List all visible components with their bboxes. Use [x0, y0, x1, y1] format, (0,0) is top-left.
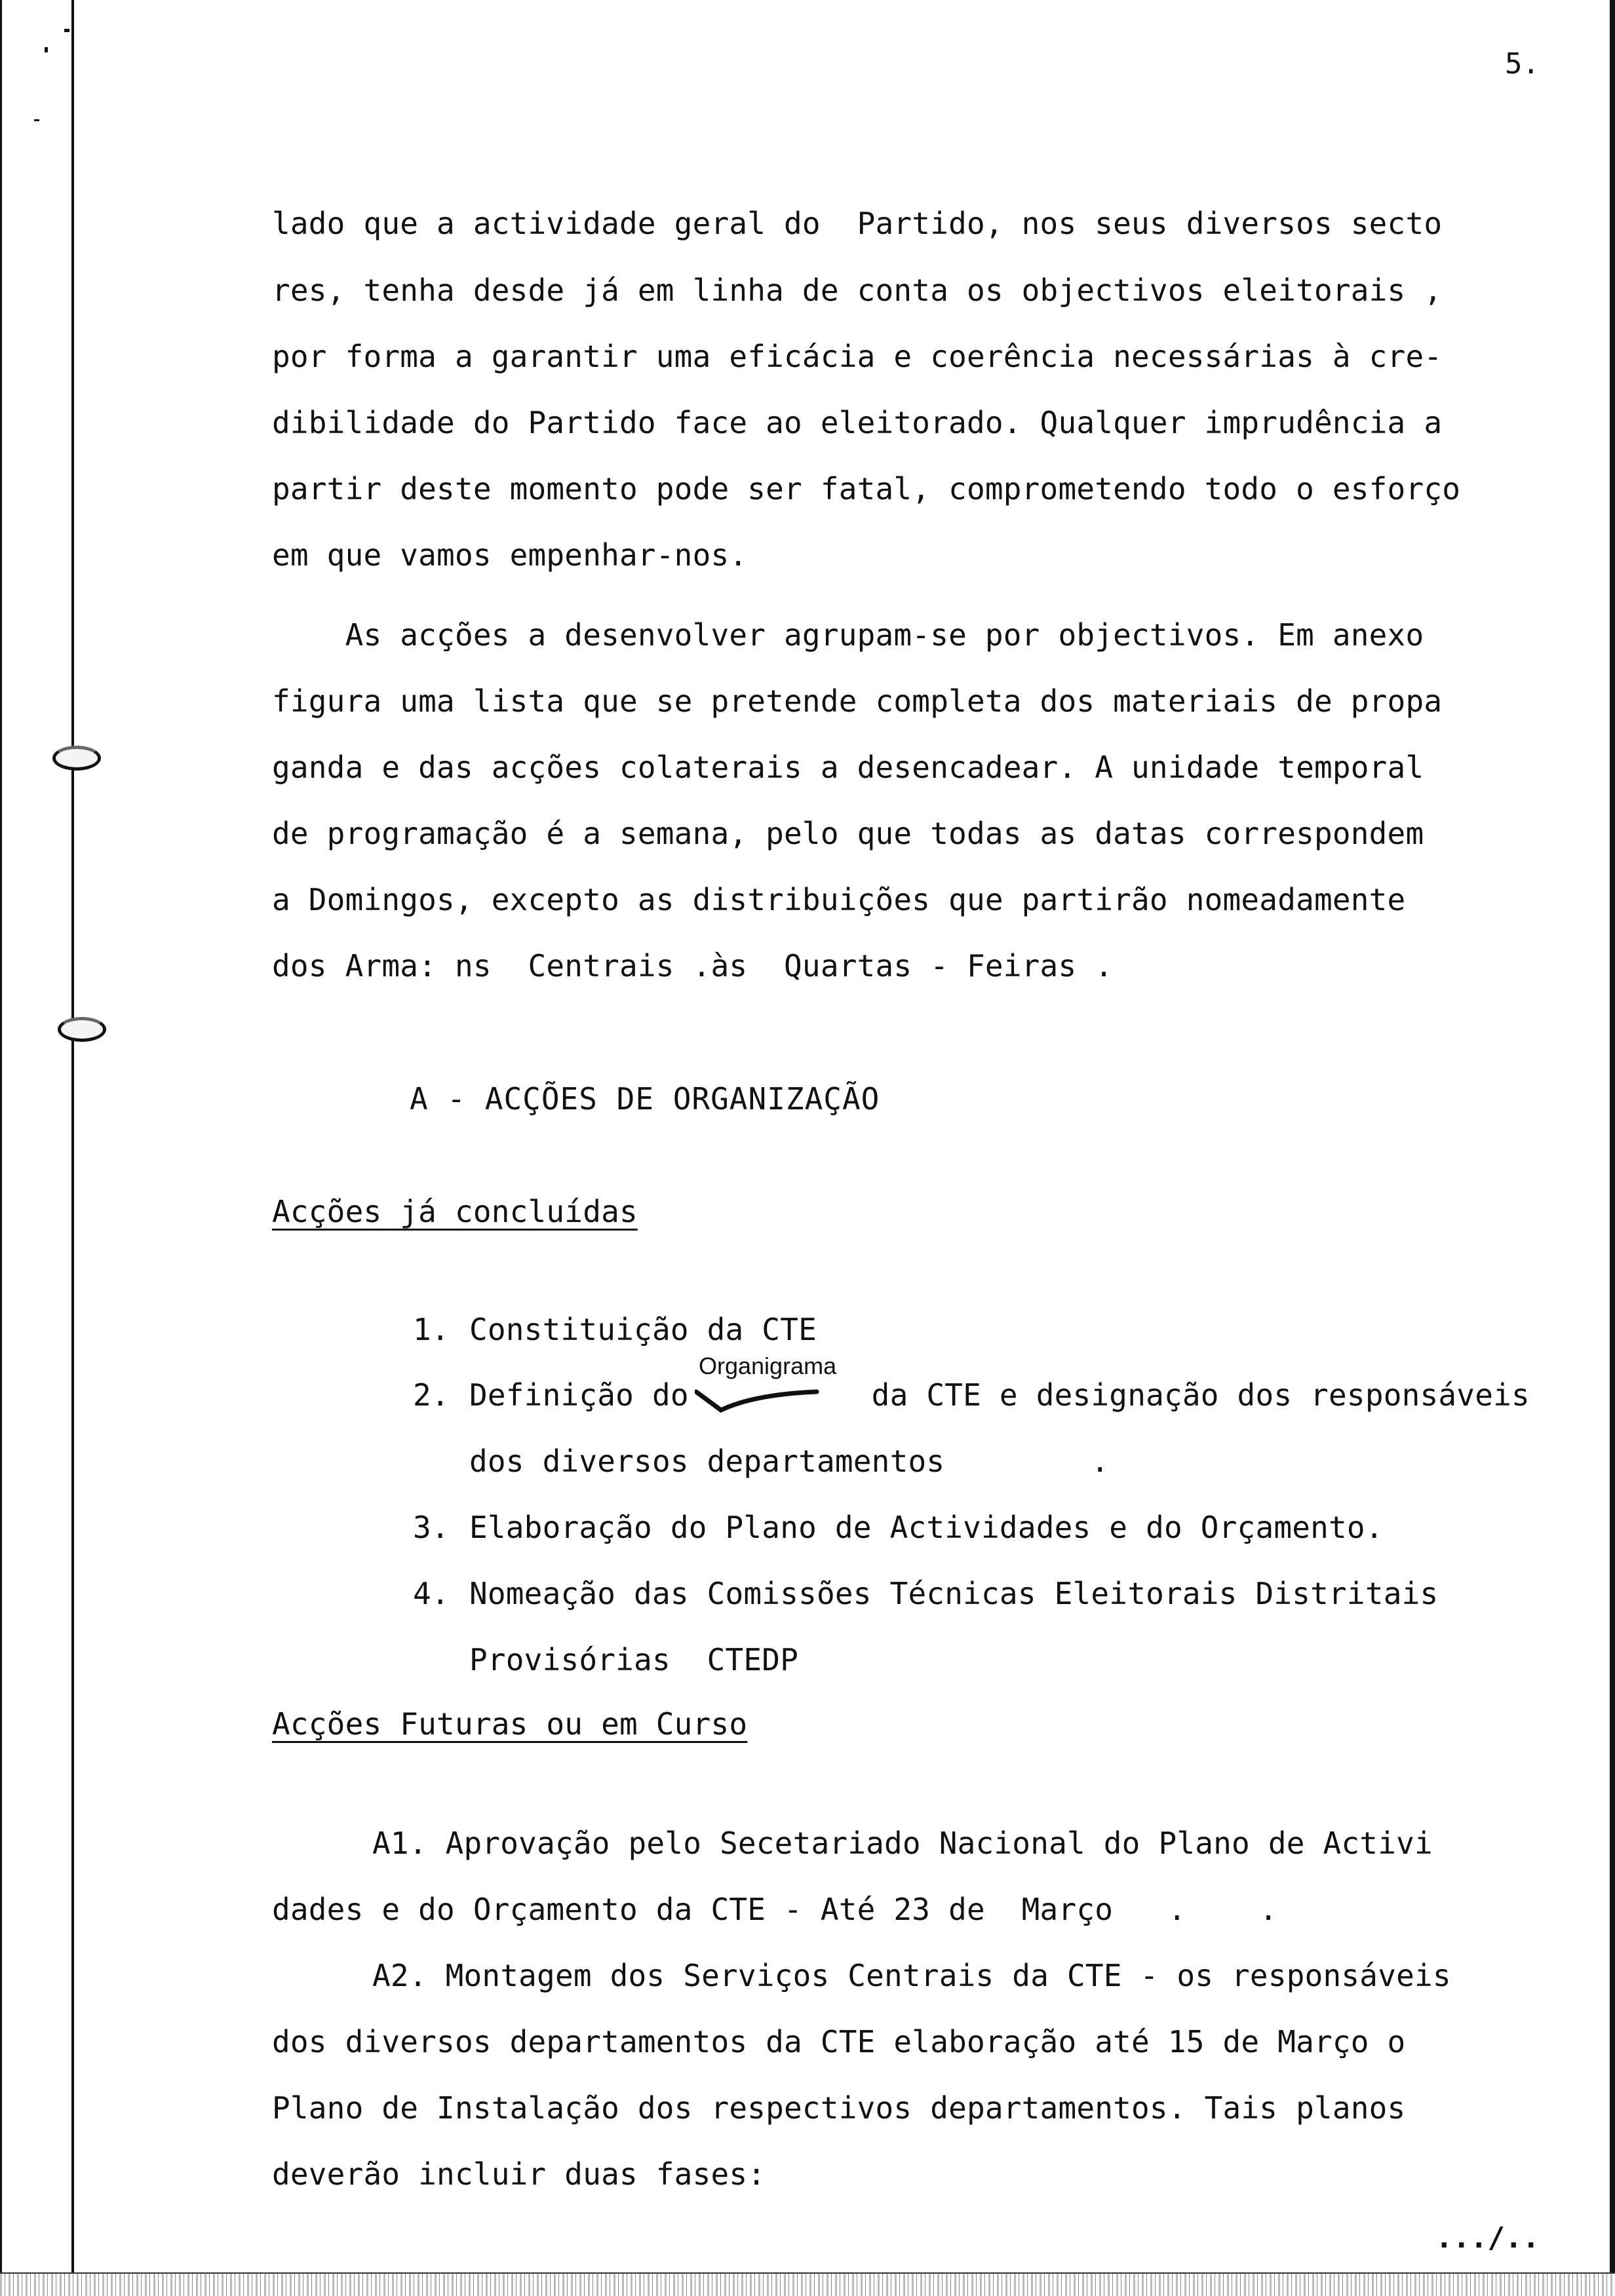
list-item: Definição do da CTE e designação dos responsáveis [469, 1377, 1530, 1413]
paragraph-line: res, tenha desde já em linha de conta os objectivos eleitorais , [272, 273, 1443, 308]
punch-hole-icon [52, 746, 101, 771]
paragraph-line: a Domingos, excepto as distribuições que partirão nomeadamente [272, 882, 1406, 917]
paragraph-line: lado que a actividade geral do Partido, nos seus diversos secto [272, 206, 1443, 241]
list-item-number: 1. [413, 1312, 450, 1347]
scan-speck [45, 47, 48, 52]
future-item-line: Plano de Instalação dos respectivos departamentos. Tais planos [272, 2090, 1406, 2126]
future-item-line: A1. Aprovação pelo Secetariado Nacional do Plano de Activi [372, 1826, 1433, 1861]
list-item: Elaboração do Plano de Actividades e do Orçamento. [469, 1510, 1384, 1545]
list-item: dos diversos departamentos . [469, 1444, 1110, 1479]
future-item-line: dos diversos departamentos da CTE elaboração até 15 de Março o [272, 2024, 1406, 2059]
list-item-number: 2. [413, 1377, 450, 1413]
paragraph-line: de programação é a semana, pelo que todas as datas correspondem [272, 816, 1424, 851]
margin-rule [71, 0, 74, 2296]
page-edge-left [0, 0, 2, 2296]
section-title: A - ACÇÕES DE ORGANIZAÇÃO [410, 1081, 880, 1117]
paragraph-line: dibilidade do Partido face ao eleitorado. Qualquer imprudência a [272, 405, 1443, 440]
paragraph-line: dos Arma: ns Centrais .às Quartas - Feiras . [272, 948, 1114, 984]
page-edge-right [1610, 0, 1615, 2296]
list-item: Provisórias CTEDP [469, 1642, 799, 1677]
completed-actions-heading: Acções já concluídas [272, 1194, 638, 1229]
punch-hole-icon [58, 1017, 106, 1042]
paragraph-line: em que vamos empenhar-nos. [272, 537, 748, 573]
list-item: Nomeação das Comissões Técnicas Eleitorais Distritais [469, 1576, 1439, 1611]
scan-speck [34, 119, 39, 121]
scan-speck [64, 29, 69, 32]
future-item-line: deverão incluir duas fases: [272, 2156, 766, 2192]
future-item-line: dades e do Orçamento da CTE - Até 23 de Março . . [272, 1892, 1278, 1927]
list-item: Constituição da CTE [469, 1312, 817, 1347]
paragraph-line: As acções a desenvolver agrupam-se por objectivos. Em anexo [272, 617, 1424, 653]
paragraph-line: por forma a garantir uma eficácia e coerência necessárias à cre- [272, 339, 1443, 374]
caret-insertion-icon [695, 1388, 819, 1421]
paragraph-line: partir deste momento pode ser fatal, comprometendo todo o esforço [272, 471, 1461, 507]
page-number: 5. [1505, 47, 1540, 81]
future-actions-heading: Acções Futuras ou em Curso [272, 1706, 748, 1742]
future-item-line: A2. Montagem dos Serviços Centrais da CTE - os responsáveis [372, 1958, 1451, 1993]
paragraph-line: ganda e das acções colaterais a desencadear. A unidade temporal [272, 750, 1424, 785]
list-item-number: 4. [413, 1576, 450, 1611]
list-item-number: 3. [413, 1510, 450, 1545]
paragraph-line: figura uma lista que se pretende completa dos materiais de propa [272, 683, 1443, 719]
scan-bottom-edge [0, 2274, 1615, 2296]
continuation-mark: .../.. [1435, 2221, 1540, 2255]
handwritten-insertion: Organigrama [699, 1352, 837, 1379]
